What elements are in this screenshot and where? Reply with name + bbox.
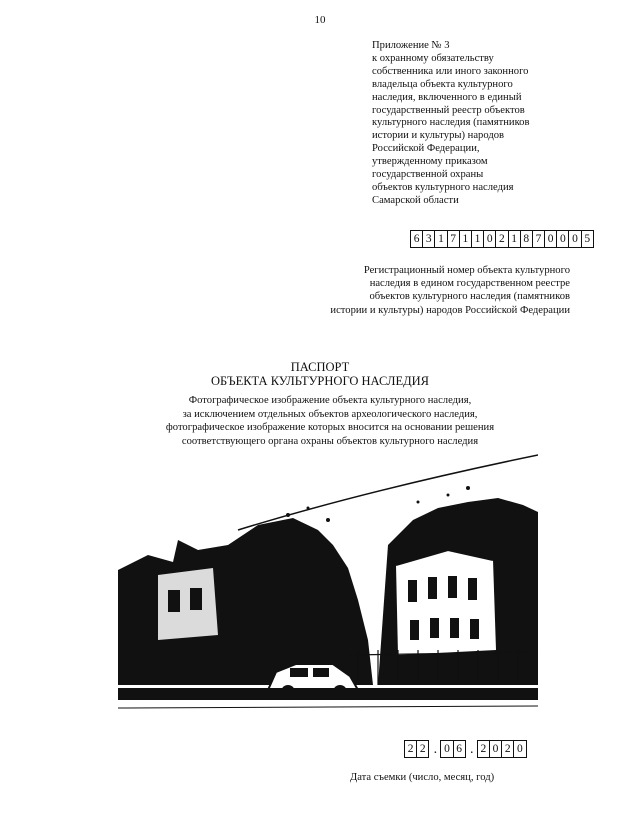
registration-caption-line: Регистрационный номер объекта культурного [363,265,570,276]
photo-date-boxes [405,740,527,758]
registration-digit: 0 [556,230,569,248]
date-separator: . [470,742,474,757]
date-digit: 2 [404,740,417,758]
page-number: 10 [314,14,326,26]
photo-caption-line: за исключением отдельных объектов археологического наследия, [182,408,478,420]
photo-caption-line: Фотографическое изображение объекта культурного наследия, [188,395,472,406]
registration-digit: 8 [520,230,533,248]
date-digit: 0 [489,740,502,758]
registration-caption-line: объектов культурного наследия (памятников [369,291,570,303]
registration-digit: 0 [544,230,557,248]
date-day [405,740,429,758]
appendix-line: владельца объекта культурного [372,78,513,90]
appendix-line: государственный реестр объектов [372,104,525,116]
date-digit: 0 [513,740,526,758]
appendix-line: собственника или иного законного [372,65,529,77]
registration-digit: 6 [410,230,423,248]
appendix-line: Российской Федерации, [372,143,480,155]
title-line-2: ОБЪЕКТА КУЛЬТУРНОГО НАСЛЕДИЯ [211,374,429,388]
appendix-line: Приложение № 3 [372,40,450,51]
date-digit: 2 [416,740,429,758]
date-month [441,740,465,758]
registration-digit: 0 [483,230,496,248]
registration-digit: 2 [495,230,508,248]
photo-caption [0,394,640,448]
photo-date-caption: Дата съемки (число, месяц, год) [350,772,495,783]
appendix-line: утвержденному приказом [372,156,488,168]
registration-digit: 3 [422,230,435,248]
date-digit: 6 [453,740,466,758]
appendix-line: культурного наследия (памятников [372,117,530,129]
appendix-line: Самарской области [372,194,459,206]
date-digit: 0 [440,740,453,758]
registration-number-boxes [411,230,594,248]
registration-digit: 7 [532,230,545,248]
registration-digit: 0 [568,230,581,248]
registration-digit: 1 [508,230,521,248]
registration-digit: 1 [434,230,447,248]
appendix-line: истории и культуры) народов [372,130,505,142]
registration-caption [290,264,570,317]
registration-digit: 1 [471,230,484,248]
date-digit: 2 [501,740,514,758]
document-title [0,360,640,388]
date-separator: . [433,742,438,757]
registration-digit: 1 [459,230,472,248]
photo-caption-line: фотографическое изображение которых вносится на основании решения [165,422,495,433]
registration-caption-line: наследия в едином государственном реестре [369,278,570,290]
date-digit: 2 [477,740,490,758]
appendix-line: к охранному обязательству [372,52,494,64]
title-line-1: ПАСПОРТ [290,360,350,374]
appendix-note [372,40,602,208]
date-year [478,740,527,758]
registration-caption-line: истории и культуры) народов Российской Федерации [330,304,570,316]
registration-digit: 7 [447,230,460,248]
heritage-building-photo [118,450,538,722]
photo-caption-line: соответствующего органа охраны объектов культурного наследия [181,435,479,447]
registration-digit: 5 [581,230,594,248]
appendix-line: объектов культурного наследия [372,181,514,193]
appendix-line: государственной охраны [372,169,484,181]
appendix-line: наследия, включенного в единый [372,91,522,103]
